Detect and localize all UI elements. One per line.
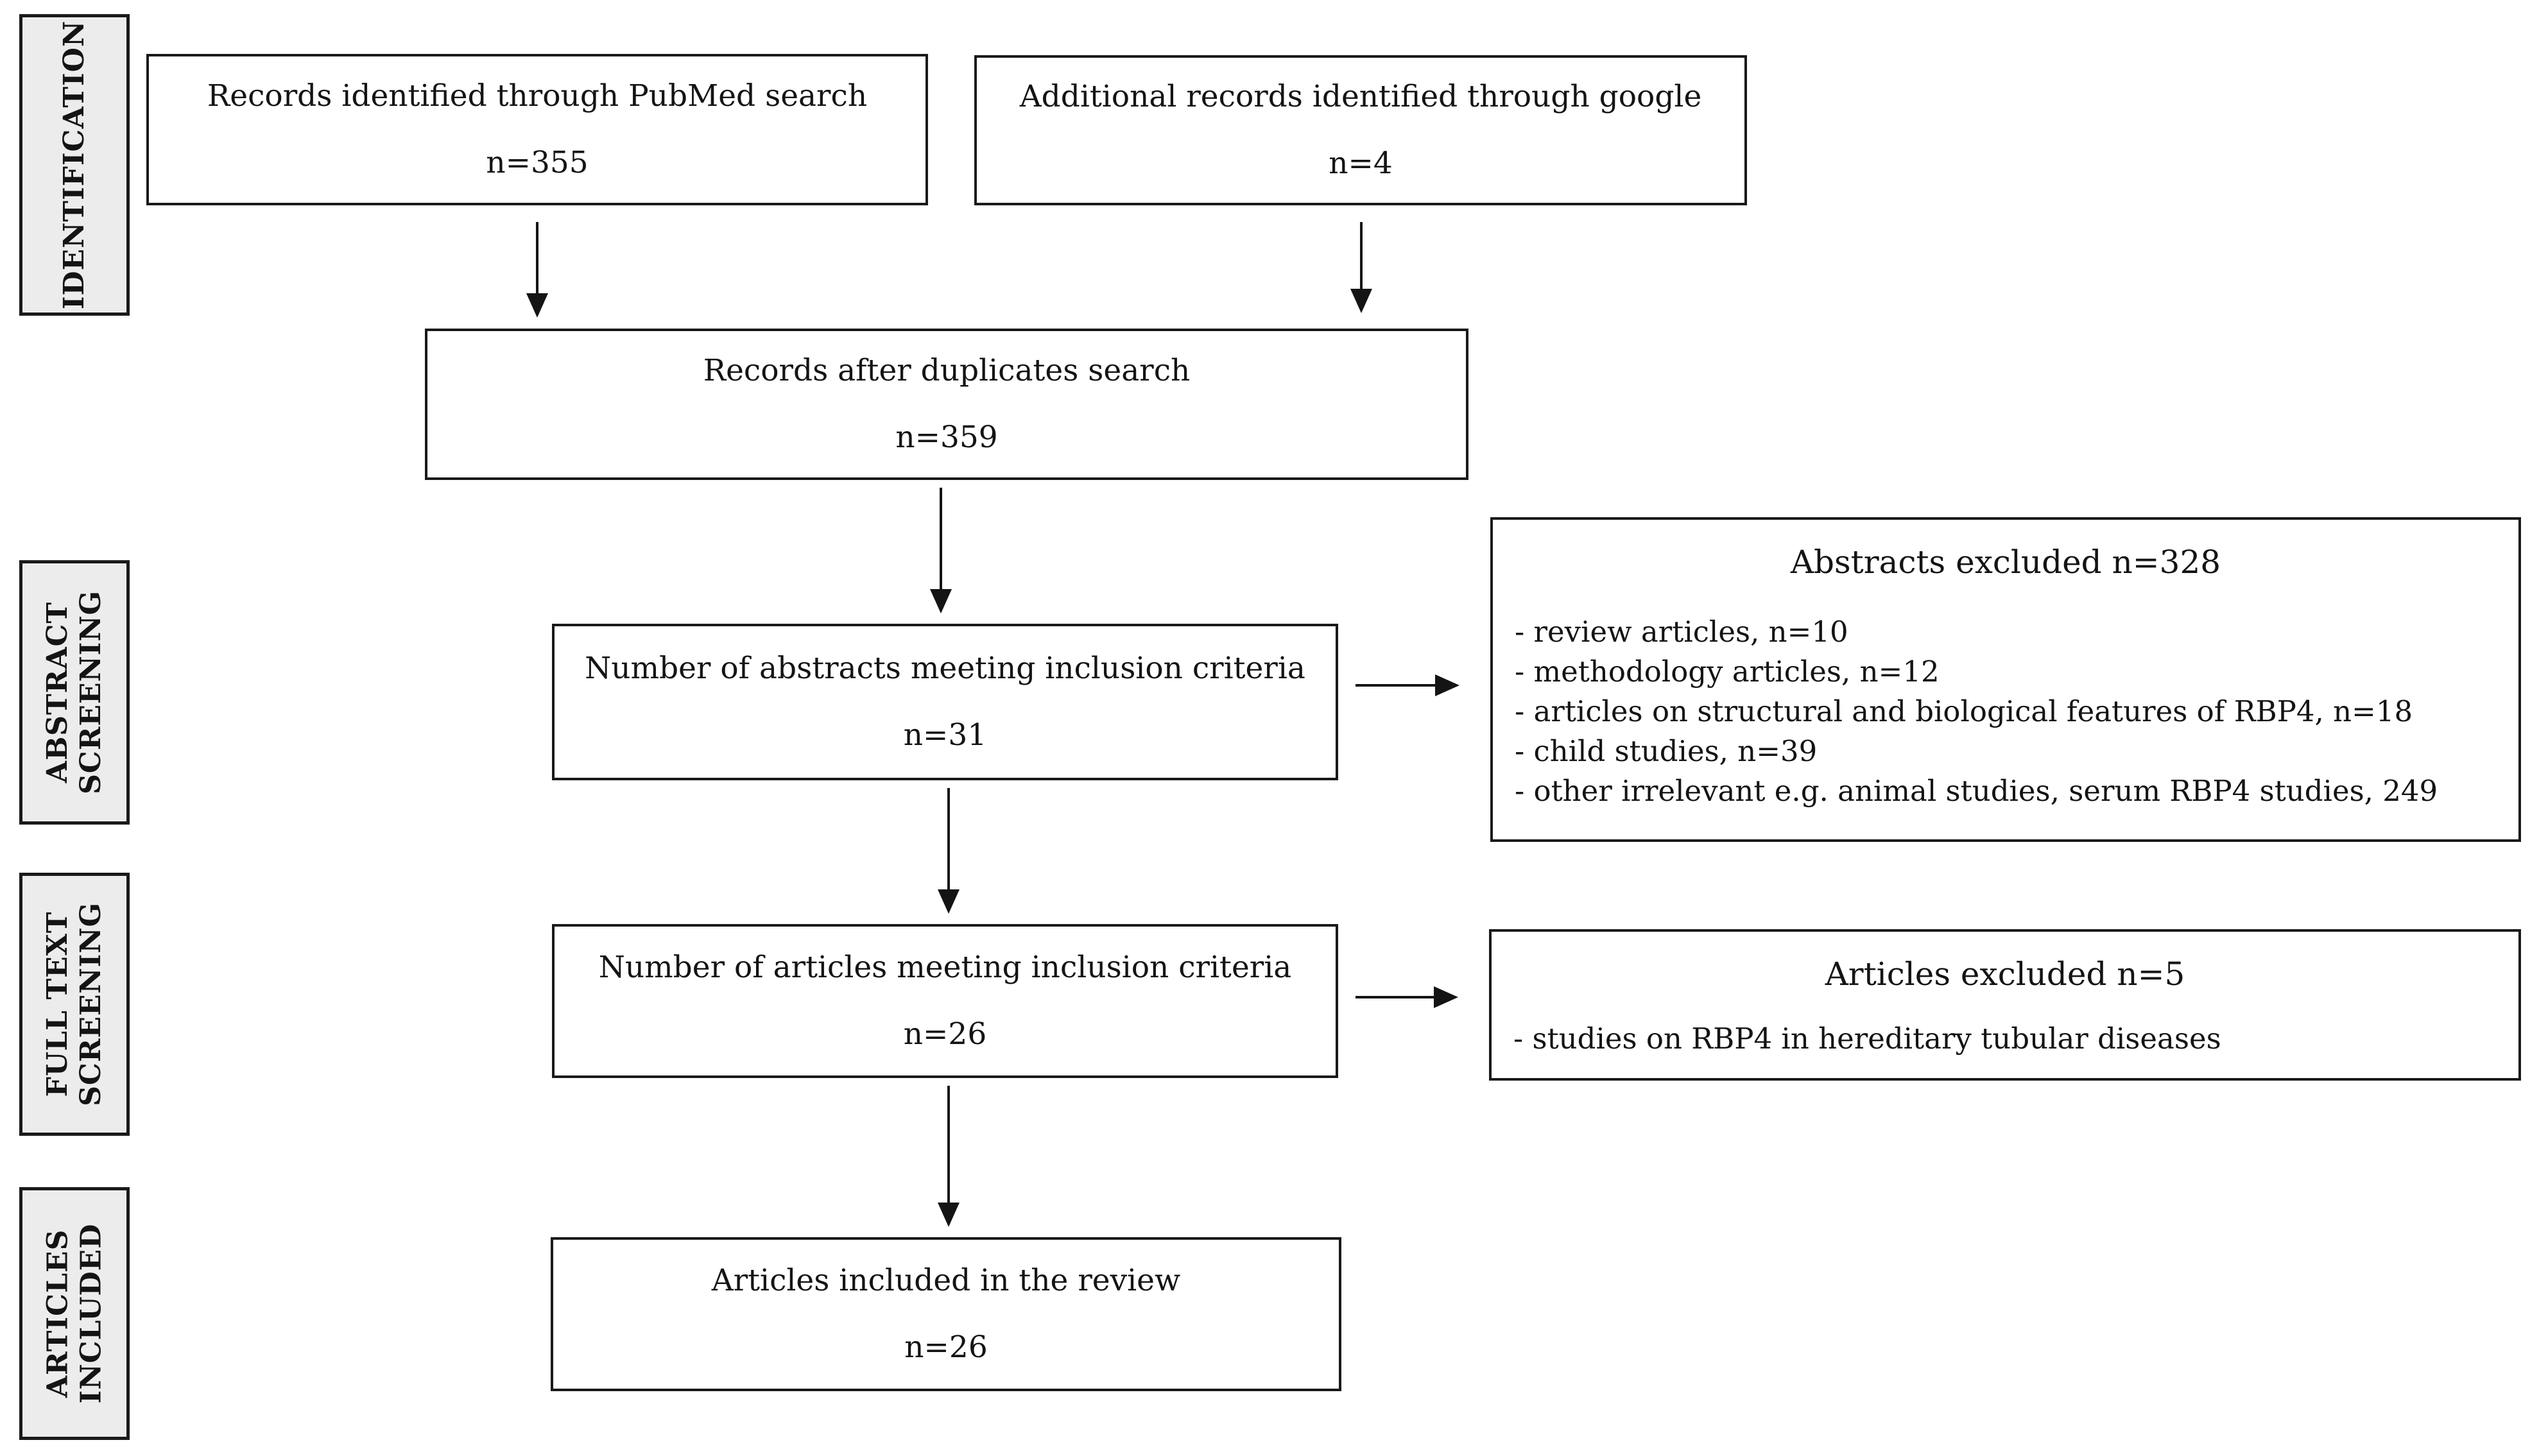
arrow-duplicates-to-abstracts <box>929 488 952 613</box>
stage-abstract-screening-label <box>41 590 108 794</box>
box-articles-excluded-title: Articles excluded n=5 <box>1825 955 2185 993</box>
arrow-line <box>940 488 942 589</box>
arrow-head-icon <box>1434 986 1458 1008</box>
arrow-abstracts-to-articles <box>937 788 960 914</box>
box-articles-criteria-count: n=26 <box>903 1016 987 1052</box>
arrow-articles-to-excluded <box>1356 986 1458 1009</box>
box-duplicates-text: Records after duplicates search <box>703 352 1191 388</box>
box-records-google-count: n=4 <box>1329 146 1393 181</box>
box-articles-criteria-text: Number of articles meeting inclusion criteria <box>598 949 1292 985</box>
stage-label-line: IDENTIFICATION <box>58 20 91 310</box>
box-duplicates <box>425 329 1468 480</box>
arrow-articles-to-included <box>937 1086 960 1227</box>
arrow-abstracts-to-excluded <box>1356 674 1459 697</box>
box-abstracts-excluded <box>1490 517 2521 842</box>
arrow-line <box>536 222 538 293</box>
box-abstracts-excluded-list <box>1493 612 2518 811</box>
box-records-google <box>974 55 1747 205</box>
box-articles-excluded-list <box>1492 1019 2518 1059</box>
stage-articles-included-label <box>41 1224 108 1404</box>
excluded-reason: - methodology articles, n=12 <box>1515 655 1940 689</box>
stage-label-line: INCLUDED <box>74 1223 108 1404</box>
arrow-line <box>1356 996 1434 998</box>
stage-label-line: ABSTRACT <box>41 601 74 784</box>
box-abstracts-criteria-count: n=31 <box>903 717 987 753</box>
arrow-line <box>1356 684 1435 687</box>
box-abstracts-criteria-text: Number of abstracts meeting inclusion criteria <box>585 650 1305 686</box>
box-records-pubmed-count: n=355 <box>486 145 589 180</box>
box-articles-criteria <box>552 924 1338 1078</box>
stage-label-line: SCREENING <box>74 590 107 795</box>
stage-full-text-screening <box>19 873 130 1136</box>
stage-label-line: SCREENING <box>74 902 107 1107</box>
arrow-head-icon <box>938 889 960 914</box>
box-duplicates-count: n=359 <box>895 420 998 455</box>
box-included-review-count: n=26 <box>904 1330 988 1365</box>
arrow-line <box>947 1086 950 1203</box>
arrow-google-to-duplicates <box>1350 222 1373 313</box>
stage-identification <box>19 14 130 316</box>
box-articles-excluded <box>1489 929 2521 1081</box>
stage-label-line: ARTICLES <box>41 1229 74 1398</box>
stage-articles-included <box>19 1187 130 1440</box>
arrow-head-icon <box>938 1203 960 1227</box>
stage-identification-label <box>58 21 91 309</box>
arrow-head-icon <box>1435 674 1459 696</box>
excluded-reason: - child studies, n=39 <box>1515 734 1818 769</box>
excluded-reason: - other irrelevant e.g. animal studies, serum RBP4 studies, 249 <box>1515 774 2438 809</box>
arrow-line <box>1360 222 1363 289</box>
stage-abstract-screening <box>19 560 130 825</box>
arrow-head-icon <box>930 589 952 613</box>
box-abstracts-excluded-title: Abstracts excluded n=328 <box>1790 544 2221 581</box>
arrow-line <box>947 788 950 889</box>
arrow-head-icon <box>526 293 548 318</box>
box-abstracts-criteria <box>552 624 1338 780</box>
stage-label-line: FULL TEXT <box>41 911 74 1097</box>
box-records-pubmed-text: Records identified through PubMed search <box>207 78 868 114</box>
box-records-pubmed <box>146 54 928 205</box>
excluded-reason: - studies on RBP4 in hereditary tubular diseases <box>1513 1022 2221 1056</box>
box-included-review <box>551 1237 1341 1391</box>
arrow-head-icon <box>1350 289 1372 313</box>
excluded-reason: - articles on structural and biological features of RBP4, n=18 <box>1515 694 2413 729</box>
box-records-google-text: Additional records identified through google <box>1019 78 1702 114</box>
stage-full-text-screening-label <box>41 902 108 1106</box>
box-included-review-text: Articles included in the review <box>711 1262 1181 1298</box>
excluded-reason: - review articles, n=10 <box>1515 615 1848 649</box>
arrow-pubmed-to-duplicates <box>526 222 549 318</box>
